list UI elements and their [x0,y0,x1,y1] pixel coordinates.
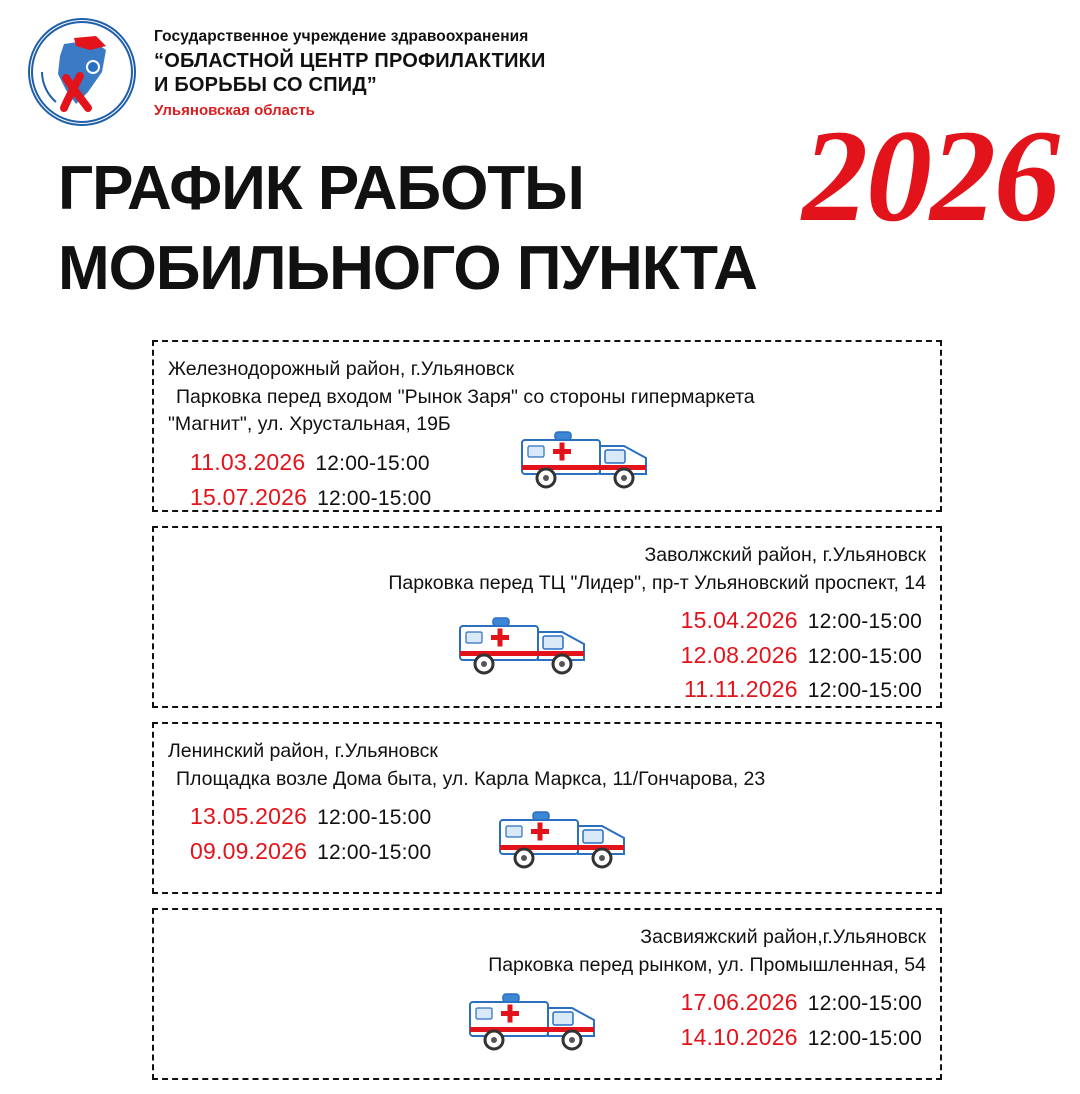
schedule-time: 12:00-15:00 [315,452,430,476]
schedule-date: 13.05.2026 [190,803,308,830]
schedule-list [152,340,942,1094]
schedule-date: 11.03.2026 [190,449,306,476]
schedule-row [168,799,926,834]
title-line-1: ГРАФИК РАБОТЫ [58,154,584,223]
card-schedule [168,985,926,1054]
title-line-2: МОБИЛЬНОГО ПУНКТА [58,234,757,303]
schedule-row [168,603,926,638]
schedule-card [152,908,942,1080]
schedule-date: 11.11.2026 [684,676,798,703]
card-schedule [168,603,926,707]
schedule-card [152,340,942,512]
schedule-time: 12:00-15:00 [807,610,922,634]
aids-center-logo-icon [28,18,136,126]
schedule-card [152,722,942,894]
schedule-time: 12:00-15:00 [807,992,922,1016]
schedule-date: 15.07.2026 [190,483,308,510]
card-district: Засвияжский район,г.Ульяновск [640,926,926,948]
header-text [154,18,546,119]
schedule-row [168,985,926,1020]
schedule-card [152,526,942,708]
schedule-time: 12:00-15:00 [317,840,432,864]
card-schedule [168,799,926,868]
schedule-date: 17.06.2026 [680,989,798,1016]
org-name-line-2: И БОРЬБЫ СО СПИД” [154,73,377,96]
schedule-time: 12:00-15:00 [807,679,922,703]
schedule-date: 12.08.2026 [680,641,798,668]
schedule-time: 12:00-15:00 [807,1026,922,1050]
title-year: 2026 [802,102,1058,249]
schedule-row [168,445,926,480]
org-type-line: Государственное учреждение здравоохранения [154,28,529,45]
card-schedule [168,445,926,514]
schedule-row [168,1020,926,1055]
card-address-line-1: Парковка перед рынком, ул. Промышленная, 54 [488,953,926,976]
card-district: Ленинский район, г.Ульяновск [168,740,438,762]
schedule-time: 12:00-15:00 [317,486,432,510]
org-region: Ульяновская область [154,102,315,120]
schedule-time: 12:00-15:00 [317,806,432,830]
schedule-row [168,638,926,673]
schedule-date: 15.04.2026 [680,607,798,634]
card-address-line-1: Площадка возле Дома быта, ул. Карла Маркса, 11/Гончарова, 23 [176,767,766,790]
schedule-row [168,480,926,515]
schedule-date: 09.09.2026 [190,837,308,864]
card-address-line-1: Парковка перед ТЦ "Лидер", пр-т Ульяновский проспект, 14 [388,571,926,594]
schedule-row [168,834,926,869]
schedule-time: 12:00-15:00 [807,644,922,668]
card-district: Заволжский район, г.Ульяновск [644,544,926,566]
header [28,18,546,126]
schedule-date: 14.10.2026 [680,1023,798,1050]
card-address-line-2: "Магнит", ул. Хрустальная, 19Б [168,413,451,436]
org-name-line-1: “ОБЛАСТНОЙ ЦЕНТР ПРОФИЛАКТИКИ [154,50,546,72]
schedule-row [168,672,926,707]
card-district: Железнодорожный район, г.Ульяновск [168,358,515,380]
card-address-line-1: Парковка перед входом "Рынок Заря" со стороны гипермаркета [176,385,755,408]
